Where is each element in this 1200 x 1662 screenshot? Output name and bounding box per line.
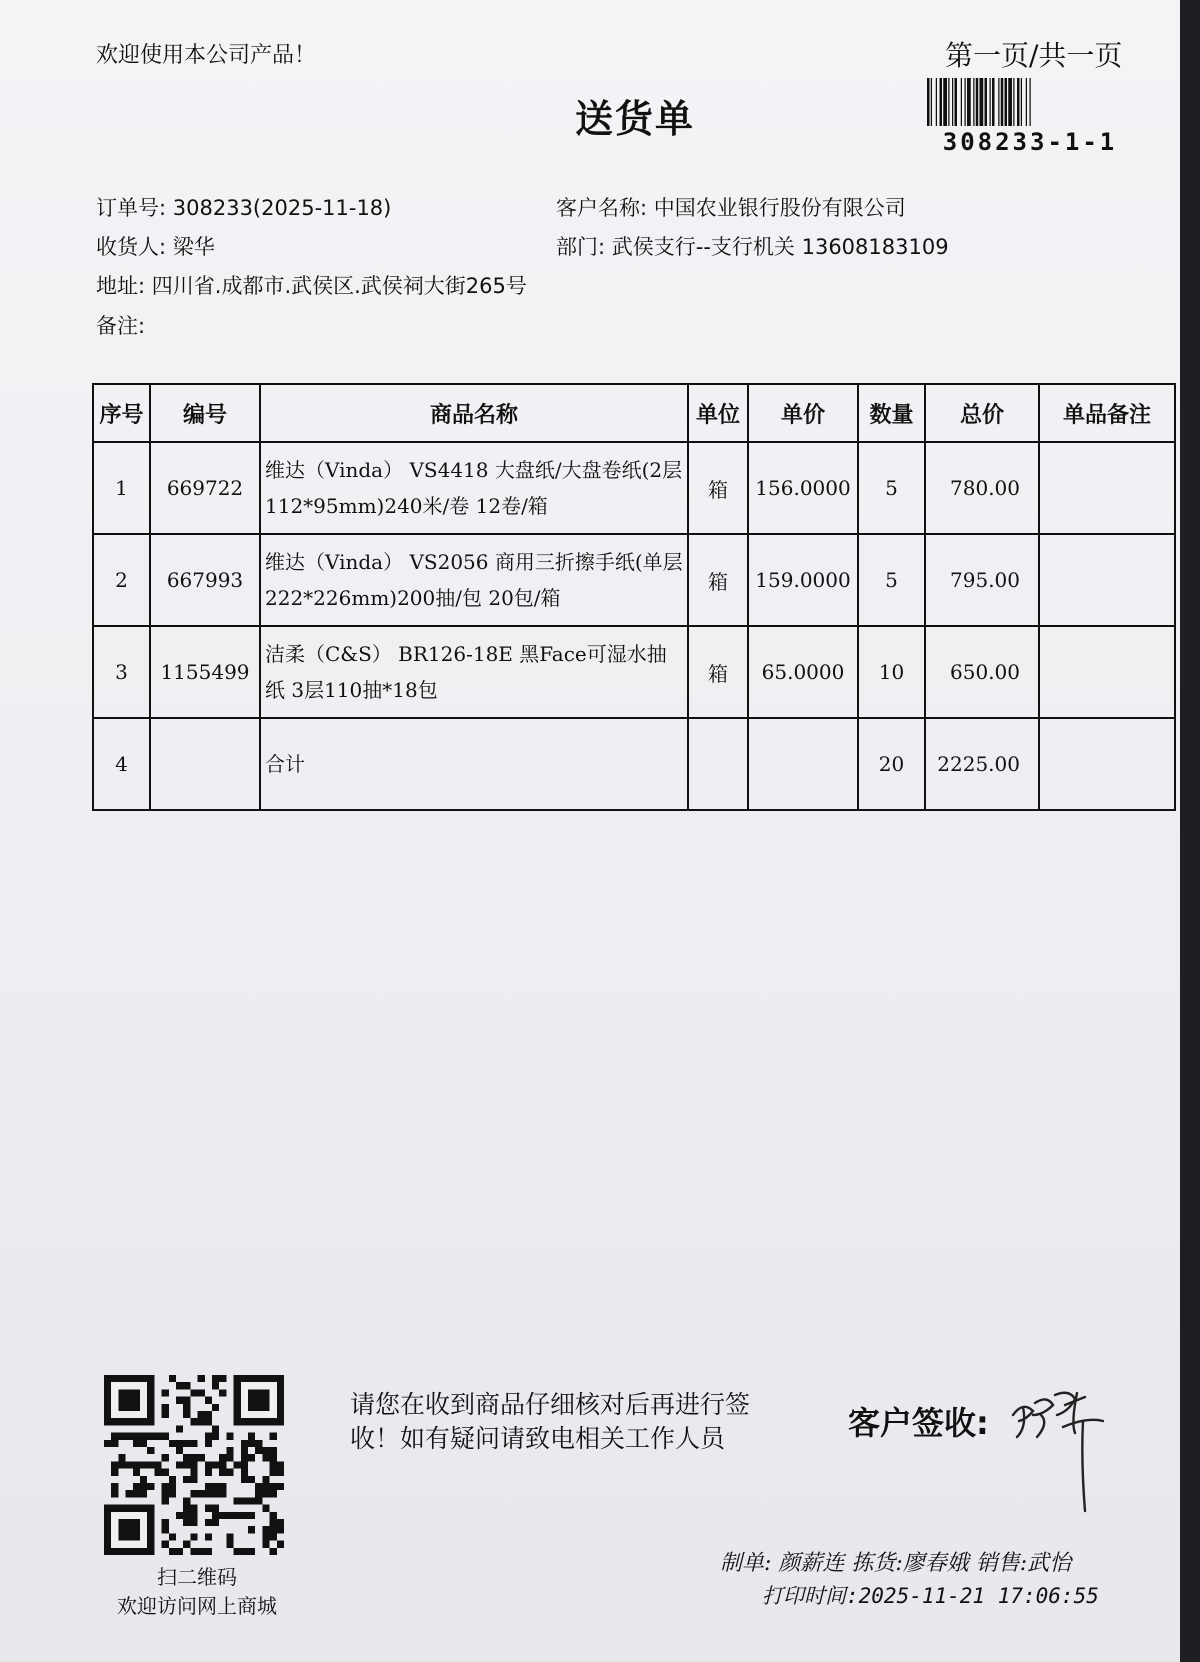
qr-module <box>219 1469 226 1476</box>
qr-module <box>190 1476 197 1483</box>
qr-module <box>126 1490 133 1497</box>
column-header-seq: 序号 <box>93 384 150 442</box>
qr-module <box>241 1461 248 1468</box>
qr-module <box>183 1461 190 1468</box>
qr-module <box>248 1526 255 1533</box>
barcode-bar <box>965 78 966 126</box>
table-header-row <box>93 384 1175 442</box>
qr-module <box>219 1512 226 1519</box>
qr-module <box>169 1490 176 1497</box>
qr-caption-scan: 扫二维码 <box>157 1565 237 1589</box>
cell-unit: 箱 <box>688 534 748 626</box>
qr-module <box>219 1375 226 1382</box>
cell-item-note <box>1039 626 1175 718</box>
qr-module <box>169 1548 176 1555</box>
barcode-bar <box>998 78 999 126</box>
qr-module <box>183 1476 190 1483</box>
qr-module <box>205 1533 212 1540</box>
qr-module <box>219 1389 226 1396</box>
qr-module <box>147 1447 154 1454</box>
qr-module <box>190 1512 197 1519</box>
qr-module <box>248 1512 255 1519</box>
qr-module <box>277 1526 284 1533</box>
qr-module <box>262 1454 269 1461</box>
qr-module <box>205 1411 212 1418</box>
customer-name-label: 客户名称: <box>556 196 648 220</box>
qr-module <box>176 1425 183 1432</box>
qr-module <box>162 1483 169 1490</box>
cell-product-name: 维达（Vinda） VS4418 大盘纸/大盘卷纸(2层 112*95mm)240米/卷 12卷/箱 <box>260 442 688 534</box>
qr-module <box>270 1454 277 1461</box>
barcode-bar <box>1005 78 1008 126</box>
qr-module <box>277 1519 284 1526</box>
qr-module <box>262 1541 269 1548</box>
cell-unit: 箱 <box>688 626 748 718</box>
qr-module <box>183 1505 190 1512</box>
qr-module <box>212 1425 219 1432</box>
qr-module <box>248 1497 255 1504</box>
cell-code <box>150 718 260 810</box>
qr-module <box>183 1404 190 1411</box>
qr-module <box>219 1461 226 1468</box>
department-row <box>556 231 949 261</box>
cell-quantity: 10 <box>858 626 925 718</box>
table-row <box>93 442 1175 534</box>
qr-module <box>118 1433 125 1440</box>
qr-module <box>133 1490 140 1497</box>
qr-module <box>248 1440 255 1447</box>
qr-module <box>270 1519 277 1526</box>
qr-module <box>133 1433 140 1440</box>
qr-module <box>277 1483 284 1490</box>
qr-module <box>111 1469 118 1476</box>
qr-module <box>162 1411 169 1418</box>
qr-module <box>277 1469 284 1476</box>
qr-module <box>176 1512 183 1519</box>
receiver-value: 梁华 <box>172 235 215 259</box>
qr-module <box>241 1476 248 1483</box>
qr-module <box>190 1454 197 1461</box>
qr-module <box>198 1375 205 1382</box>
qr-module <box>190 1490 197 1497</box>
qr-module <box>140 1440 147 1447</box>
qr-module <box>183 1541 190 1548</box>
barcode-bar <box>952 78 953 126</box>
qr-module <box>133 1469 140 1476</box>
qr-module <box>205 1469 212 1476</box>
cell-quantity: 5 <box>858 442 925 534</box>
qr-module <box>176 1440 183 1447</box>
qr-module <box>147 1461 154 1468</box>
qr-module <box>190 1548 197 1555</box>
cell-code: 1155499 <box>150 626 260 718</box>
customer-name-value: 中国农业银行股份有限公司 <box>653 196 906 220</box>
qr-module <box>262 1533 269 1540</box>
qr-module <box>198 1389 205 1396</box>
cell-item-note <box>1039 718 1175 810</box>
qr-module <box>270 1548 277 1555</box>
qr-finder-center <box>118 1389 140 1411</box>
remark-row <box>96 310 145 340</box>
qr-module <box>205 1490 212 1497</box>
qr-module <box>270 1533 277 1540</box>
qr-module <box>219 1490 226 1497</box>
qr-module <box>154 1433 161 1440</box>
cell-seq: 3 <box>93 626 150 718</box>
qr-module <box>183 1454 190 1461</box>
remark-label: 备注: <box>96 314 146 338</box>
barcode-bar <box>1013 78 1014 126</box>
barcode-bar <box>985 78 988 126</box>
qr-module <box>169 1483 176 1490</box>
department-label: 部门: <box>556 235 606 259</box>
qr-module <box>270 1512 277 1519</box>
cell-seq: 4 <box>93 718 150 810</box>
qr-module <box>205 1505 212 1512</box>
qr-module <box>270 1526 277 1533</box>
department-value: 武侯支行--支行机关 13608183109 <box>611 235 949 259</box>
qr-module <box>162 1433 169 1440</box>
column-header-unit-price: 单价 <box>748 384 858 442</box>
qr-module <box>212 1461 219 1468</box>
qr-module <box>111 1440 118 1447</box>
qr-module <box>270 1483 277 1490</box>
welcome-text: 欢迎使用本公司产品！ <box>96 43 317 68</box>
qr-module <box>198 1454 205 1461</box>
cell-item-note <box>1039 442 1175 534</box>
column-header-quantity: 数量 <box>858 384 925 442</box>
receipt-notice: 请您在收到商品仔细核对后再进行签收！如有疑问请致电相关工作人员 <box>350 1390 751 1453</box>
barcode-bar <box>948 78 949 126</box>
qr-module <box>212 1512 219 1519</box>
qr-module <box>234 1461 241 1468</box>
qr-module <box>176 1461 183 1468</box>
cell-total-quantity: 20 <box>858 718 925 810</box>
order-number-label: 订单号: <box>96 196 167 220</box>
table-row <box>93 534 1175 626</box>
qr-module <box>183 1397 190 1404</box>
qr-module <box>226 1454 233 1461</box>
qr-module <box>162 1490 169 1497</box>
customer-sign-label: 客户签收: <box>848 1404 989 1442</box>
qr-module <box>183 1440 190 1447</box>
qr-module <box>118 1454 125 1461</box>
qr-module <box>154 1469 161 1476</box>
qr-module <box>111 1483 118 1490</box>
qr-module <box>270 1433 277 1440</box>
qr-module <box>241 1454 248 1461</box>
qr-module <box>126 1461 133 1468</box>
qr-module <box>118 1461 125 1468</box>
qr-module <box>205 1519 212 1526</box>
column-header-product-name: 商品名称 <box>260 384 688 442</box>
document-makers: 制单: 颜薪连 拣货:廖春娥 销售:武怡 <box>720 1551 1072 1576</box>
qr-module <box>241 1497 248 1504</box>
qr-module <box>219 1454 226 1461</box>
qr-module <box>205 1548 212 1555</box>
cell-grand-total: 2225.00 <box>925 718 1039 810</box>
qr-module <box>255 1483 262 1490</box>
column-header-code: 编号 <box>150 384 260 442</box>
qr-module <box>255 1490 262 1497</box>
qr-module <box>140 1461 147 1468</box>
qr-module <box>241 1512 248 1519</box>
qr-module <box>248 1548 255 1555</box>
receiver-row <box>96 231 215 261</box>
barcode-bar <box>1008 78 1012 126</box>
qr-module <box>140 1483 147 1490</box>
qr-module <box>147 1483 154 1490</box>
table-row <box>93 626 1175 718</box>
qr-module <box>212 1404 219 1411</box>
cell-unit-price <box>748 718 858 810</box>
qr-module <box>277 1461 284 1468</box>
qr-module <box>226 1469 233 1476</box>
qr-module <box>255 1440 262 1447</box>
qr-module <box>133 1483 140 1490</box>
order-number-value: 308233(2025-11-18) <box>172 196 392 220</box>
cell-unit-price: 159.0000 <box>748 534 858 626</box>
qr-module <box>248 1433 255 1440</box>
qr-module <box>183 1382 190 1389</box>
barcode-bar <box>1017 78 1020 126</box>
qr-module <box>190 1389 197 1396</box>
receiver-label: 收货人: <box>96 235 167 259</box>
cell-quantity: 5 <box>858 534 925 626</box>
qr-module <box>270 1447 277 1454</box>
qr-module <box>198 1548 205 1555</box>
qr-module <box>205 1483 212 1490</box>
cell-total: 795.00 <box>925 534 1039 626</box>
qr-module <box>111 1433 118 1440</box>
qr-module <box>190 1469 197 1476</box>
qr-module <box>183 1411 190 1418</box>
barcode-bar <box>992 78 995 126</box>
qr-module <box>140 1476 147 1483</box>
qr-module <box>147 1433 154 1440</box>
qr-module <box>183 1512 190 1519</box>
qr-module <box>262 1505 269 1512</box>
cell-seq: 2 <box>93 534 150 626</box>
qr-finder-center <box>248 1389 270 1411</box>
table-total-row <box>93 718 1175 810</box>
column-header-total: 总价 <box>925 384 1039 442</box>
qr-module <box>133 1461 140 1468</box>
qr-module <box>219 1483 226 1490</box>
qr-module <box>205 1397 212 1404</box>
qr-module <box>255 1447 262 1454</box>
qr-module <box>226 1433 233 1440</box>
barcode <box>925 78 1135 126</box>
qr-module <box>262 1476 269 1483</box>
barcode-bar <box>980 78 984 126</box>
cell-code: 669722 <box>150 442 260 534</box>
cell-product-name: 维达（Vinda） VS2056 商用三折擦手纸(单层 222*226mm)200抽/包 20包/箱 <box>260 534 688 626</box>
qr-module <box>248 1476 255 1483</box>
qr-module <box>212 1490 219 1497</box>
qr-module <box>162 1497 169 1504</box>
qr-module <box>111 1490 118 1497</box>
qr-module <box>212 1382 219 1389</box>
customer-name-row <box>556 192 906 222</box>
barcode-bar <box>1026 78 1027 126</box>
qr-module <box>226 1512 233 1519</box>
qr-finder-center <box>118 1519 140 1541</box>
qr-module <box>212 1519 219 1526</box>
qr-module <box>205 1440 212 1447</box>
qr-module <box>198 1411 205 1418</box>
qr-module <box>241 1548 248 1555</box>
qr-module <box>270 1490 277 1497</box>
qr-module <box>176 1382 183 1389</box>
qr-module <box>162 1469 169 1476</box>
barcode-bar <box>955 78 958 126</box>
barcode-bar <box>927 78 930 126</box>
address-label: 地址: <box>96 274 146 298</box>
qr-module <box>190 1461 197 1468</box>
qr-module <box>133 1440 140 1447</box>
qr-module <box>111 1461 118 1468</box>
qr-module <box>212 1433 219 1440</box>
qr-module <box>262 1526 269 1533</box>
qr-module <box>270 1469 277 1476</box>
qr-module <box>262 1447 269 1454</box>
qr-module <box>262 1483 269 1490</box>
qr-module <box>169 1533 176 1540</box>
qr-module <box>140 1490 147 1497</box>
qr-module <box>226 1541 233 1548</box>
qr-module <box>104 1440 111 1447</box>
barcode-bar <box>936 78 937 126</box>
qr-module <box>277 1541 284 1548</box>
qr-module <box>205 1461 212 1468</box>
qr-code[interactable] <box>104 1375 284 1555</box>
qr-module <box>162 1404 169 1411</box>
qr-module <box>226 1447 233 1454</box>
qr-module <box>262 1490 269 1497</box>
barcode-bar <box>976 78 979 126</box>
print-time: 打印时间:2025-11-21 17:06:55 <box>762 1584 1099 1608</box>
qr-module <box>190 1418 197 1425</box>
qr-module <box>270 1461 277 1468</box>
barcode-bar <box>1001 78 1004 126</box>
qr-module <box>234 1512 241 1519</box>
qr-module <box>234 1548 241 1555</box>
page-info: 第一页/共一页 <box>945 39 1123 72</box>
qr-module <box>205 1433 212 1440</box>
cell-total: 780.00 <box>925 442 1039 534</box>
barcode-bar <box>1021 78 1022 126</box>
qr-module <box>248 1454 255 1461</box>
qr-module <box>183 1497 190 1504</box>
qr-module <box>255 1497 262 1504</box>
barcode-bar <box>967 78 971 126</box>
qr-module <box>162 1526 169 1533</box>
cell-total-label: 合计 <box>260 718 688 810</box>
qr-module <box>176 1397 183 1404</box>
qr-module <box>241 1447 248 1454</box>
qr-module <box>162 1454 169 1461</box>
qr-module <box>169 1440 176 1447</box>
cell-code: 667993 <box>150 534 260 626</box>
cell-unit-price: 156.0000 <box>748 442 858 534</box>
qr-module <box>169 1476 176 1483</box>
cell-unit: 箱 <box>688 442 748 534</box>
qr-caption-mall: 欢迎访问网上商城 <box>117 1594 277 1618</box>
customer-signature <box>1005 1385 1115 1515</box>
qr-module <box>183 1519 190 1526</box>
qr-module <box>205 1418 212 1425</box>
qr-module <box>212 1483 219 1490</box>
barcode-bar <box>943 78 947 126</box>
qr-module <box>198 1418 205 1425</box>
address-value: 四川省.成都市.武侯区.武侯祠大街265号 <box>151 274 527 298</box>
qr-module <box>162 1519 169 1526</box>
qr-module <box>190 1505 197 1512</box>
qr-module <box>241 1440 248 1447</box>
column-header-unit: 单位 <box>688 384 748 442</box>
qr-module <box>162 1389 169 1396</box>
qr-module <box>190 1519 197 1526</box>
barcode-bar <box>1030 78 1031 126</box>
qr-module <box>169 1375 176 1382</box>
barcode-bar <box>940 78 943 126</box>
qr-module <box>212 1505 219 1512</box>
cell-unit <box>688 718 748 810</box>
items-table <box>92 383 1176 811</box>
qr-module <box>190 1533 197 1540</box>
qr-module <box>226 1533 233 1540</box>
qr-module <box>140 1433 147 1440</box>
qr-module <box>176 1447 183 1454</box>
barcode-bar <box>961 78 962 126</box>
barcode-bar <box>931 78 932 126</box>
address-row <box>96 270 527 300</box>
qr-module <box>212 1375 219 1382</box>
qr-module <box>198 1490 205 1497</box>
qr-module <box>162 1541 169 1548</box>
cell-total: 650.00 <box>925 626 1039 718</box>
qr-module <box>176 1548 183 1555</box>
cell-product-name: 洁柔（C&S） BR126-18E 黑Face可湿水抽纸 3层110抽*18包 <box>260 626 688 718</box>
cell-unit-price: 65.0000 <box>748 626 858 718</box>
cell-seq: 1 <box>93 442 150 534</box>
order-number-row <box>96 192 391 222</box>
document-title: 送货单 <box>574 97 695 141</box>
qr-module <box>190 1440 197 1447</box>
cell-item-note <box>1039 534 1175 626</box>
qr-module <box>234 1497 241 1504</box>
qr-module <box>154 1461 161 1468</box>
column-header-item-note: 单品备注 <box>1039 384 1175 442</box>
barcode-bar <box>990 78 991 126</box>
qr-module <box>241 1469 248 1476</box>
barcode-number: 308233-1-1 <box>942 128 1118 156</box>
qr-module <box>126 1433 133 1440</box>
barcode-bar <box>973 78 974 126</box>
